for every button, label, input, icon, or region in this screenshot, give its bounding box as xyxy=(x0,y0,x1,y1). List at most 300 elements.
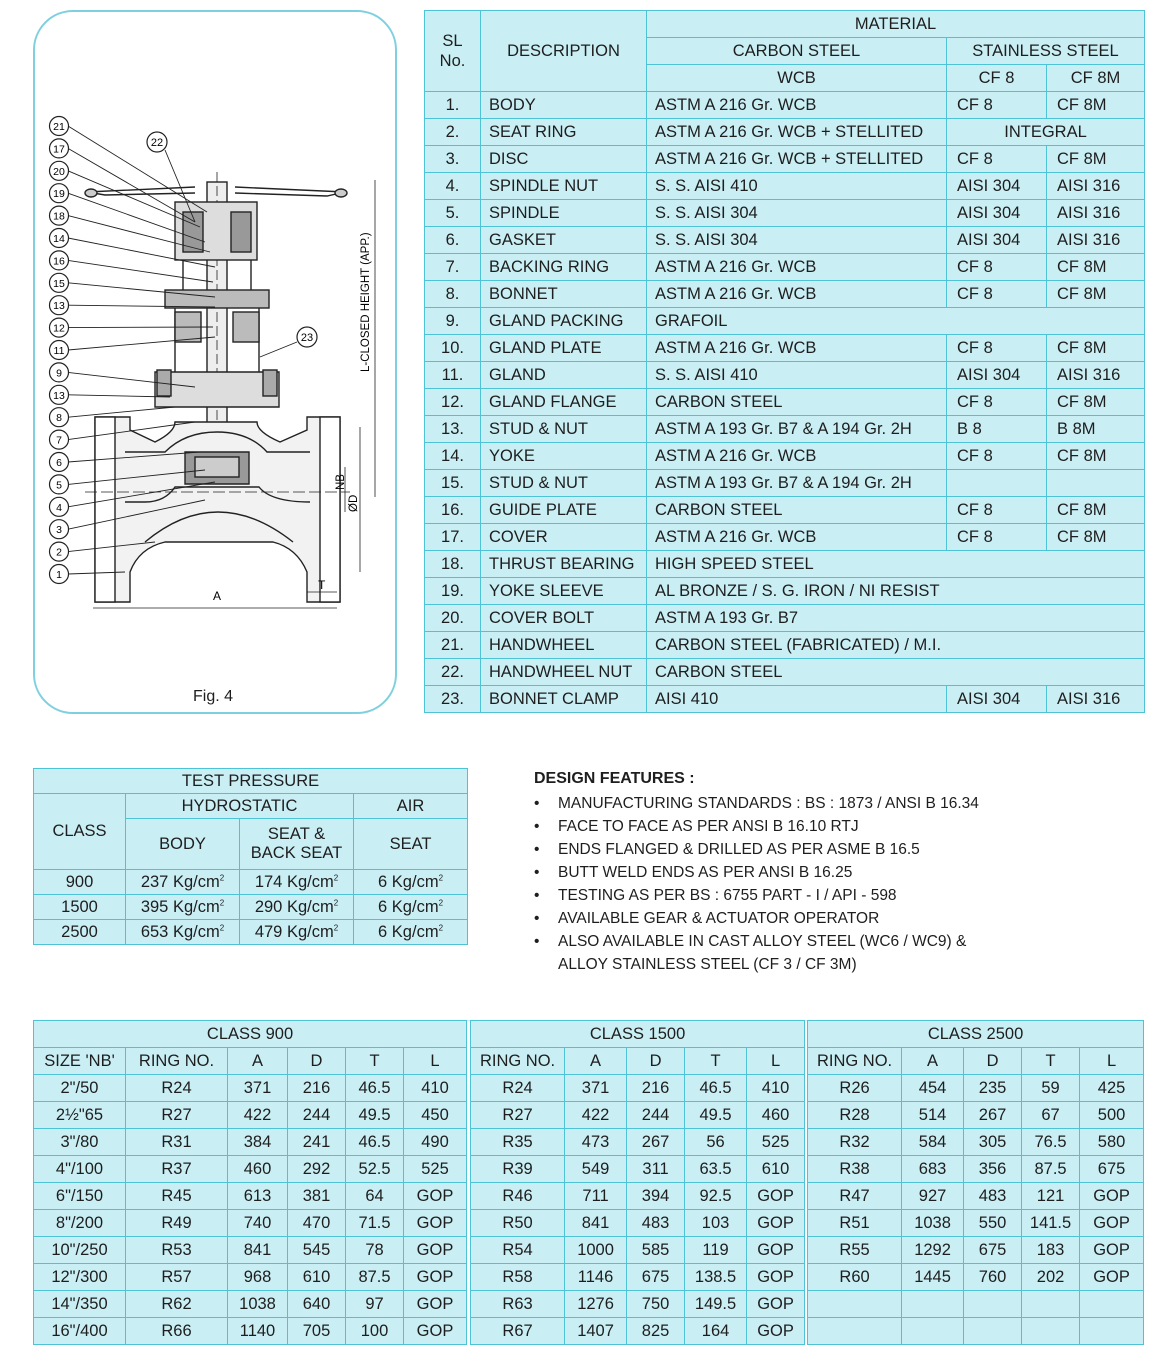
sz-c1500-cell: 483 xyxy=(627,1210,685,1237)
row-wcb: ASTM A 193 Gr. B7 & A 194 Gr. 2H xyxy=(647,470,947,497)
sz-c1500-cell: GOP xyxy=(747,1291,805,1318)
row-wcb: S. S. AISI 410 xyxy=(647,362,947,389)
sz-c900-cell: R62 xyxy=(126,1291,228,1318)
row-sl: 21. xyxy=(425,632,481,659)
sz-c1500-cell: 56 xyxy=(685,1129,747,1156)
sz-c900-cell: GOP xyxy=(404,1210,467,1237)
sz-c1500-cell: 46.5 xyxy=(685,1075,747,1102)
tp-row xyxy=(34,870,468,895)
sz-size: 14"/350 xyxy=(34,1291,126,1318)
row-sl: 1. xyxy=(425,92,481,119)
header-carbon-steel: CARBON STEEL xyxy=(647,38,947,65)
sz-c2500-cell: 202 xyxy=(1022,1264,1080,1291)
material-row xyxy=(425,308,1145,335)
sz-c2500-cell: 1445 xyxy=(902,1264,964,1291)
dim-nb: NB xyxy=(335,474,347,490)
row-cf8m: AISI 316 xyxy=(1047,686,1145,713)
row-description: GLAND xyxy=(481,362,647,389)
row-cf8m: CF 8M xyxy=(1047,335,1145,362)
row-description: GLAND PLATE xyxy=(481,335,647,362)
tp-air-header: AIR xyxy=(354,794,468,819)
callout-leader xyxy=(68,337,215,350)
callout-label: 3 xyxy=(56,524,62,537)
row-cf8m: CF 8M xyxy=(1047,254,1145,281)
sz-c900-cell: 71.5 xyxy=(346,1210,404,1237)
row-wcb: ASTM A 216 Gr. WCB + STELLITED xyxy=(647,119,947,146)
row-wcb: ASTM A 216 Gr. WCB + STELLITED xyxy=(647,146,947,173)
callout-label: 2 xyxy=(56,546,62,559)
sz-c1500-cell: 244 xyxy=(627,1102,685,1129)
row-cf8m: B 8M xyxy=(1047,416,1145,443)
design-features-continuation: ALLOY STAINLESS STEEL (CF 3 / CF 3M) xyxy=(558,956,857,973)
callout-label: 18 xyxy=(53,210,65,223)
sz-c900-cell: 384 xyxy=(228,1129,288,1156)
row-cf8: AISI 304 xyxy=(947,686,1047,713)
sz-c1500-cell: 1407 xyxy=(565,1318,627,1345)
size-row xyxy=(34,1183,1144,1210)
row-cf8: CF 8 xyxy=(947,335,1047,362)
size-row xyxy=(34,1264,1144,1291)
row-cf8m: AISI 316 xyxy=(1047,227,1145,254)
row-cf8m: CF 8M xyxy=(1047,389,1145,416)
sz-c2500-cell xyxy=(964,1318,1022,1345)
tp-seat-back-header: SEAT & BACK SEAT xyxy=(240,819,354,870)
sz-c1500-cell: 422 xyxy=(565,1102,627,1129)
sz-a-header: A xyxy=(902,1048,964,1075)
sz-c900-cell: 450 xyxy=(404,1102,467,1129)
sz-c2500-cell: 675 xyxy=(1080,1156,1144,1183)
size-row xyxy=(34,1129,1144,1156)
size-row xyxy=(34,1075,1144,1102)
row-description: THRUST BEARING xyxy=(481,551,647,578)
dim-d: ØD xyxy=(348,494,360,512)
sz-c1500-cell: 92.5 xyxy=(685,1183,747,1210)
sz-c1500-cell: 49.5 xyxy=(685,1102,747,1129)
row-cf8: CF 8 xyxy=(947,92,1047,119)
row-cf8 xyxy=(947,470,1047,497)
sz-c2500-cell xyxy=(808,1291,902,1318)
row-material-all: ASTM A 193 Gr. B7 xyxy=(647,605,1145,632)
design-feature-item: • AVAILABLE GEAR & ACTUATOR OPERATOR xyxy=(534,907,1134,930)
sz-c1500-cell: 841 xyxy=(565,1210,627,1237)
row-wcb: CARBON STEEL xyxy=(647,389,947,416)
sz-ring-header: RING NO. xyxy=(126,1048,228,1075)
sz-d-header: D xyxy=(288,1048,346,1075)
size-row xyxy=(34,1102,1144,1129)
tp-body: 653 $Kg/cm^2$ xyxy=(126,920,240,945)
sz-c2500-cell: 1038 xyxy=(902,1210,964,1237)
sz-c900-cell: GOP xyxy=(404,1237,467,1264)
sz-c2500-cell: 235 xyxy=(964,1075,1022,1102)
row-sl: 11. xyxy=(425,362,481,389)
sz-class2500-header: CLASS 2500 xyxy=(808,1021,1144,1048)
row-sl: 22. xyxy=(425,659,481,686)
sz-c900-cell: R53 xyxy=(126,1237,228,1264)
row-description: BODY xyxy=(481,92,647,119)
sz-size: 6"/150 xyxy=(34,1183,126,1210)
sz-c2500-cell: R38 xyxy=(808,1156,902,1183)
sz-c900-cell: 78 xyxy=(346,1237,404,1264)
sz-c900-cell: R24 xyxy=(126,1075,228,1102)
callout-label: 6 xyxy=(56,457,62,469)
callout-label: 1 xyxy=(56,569,62,581)
design-features-list xyxy=(534,792,1134,953)
row-sl: 15. xyxy=(425,470,481,497)
callout-label: 16 xyxy=(53,255,65,268)
material-row xyxy=(425,119,1145,146)
header-cf8m: CF 8M xyxy=(1047,65,1145,92)
tp-seat_back: 290 $Kg/cm^2$ xyxy=(240,895,354,920)
sz-c900-cell: R45 xyxy=(126,1183,228,1210)
sz-c900-cell: 740 xyxy=(228,1210,288,1237)
row-material-all: CARBON STEEL (FABRICATED) / M.I. xyxy=(647,632,1145,659)
design-feature-item: • TESTING AS PER BS : 6755 PART - I / API - 598 xyxy=(534,884,1134,907)
sz-c900-cell: 52.5 xyxy=(346,1156,404,1183)
size-row xyxy=(34,1237,1144,1264)
row-cf8: AISI 304 xyxy=(947,362,1047,389)
sz-c2500-cell xyxy=(1022,1318,1080,1345)
sz-c1500-cell: GOP xyxy=(747,1183,805,1210)
sz-c900-cell: 640 xyxy=(288,1291,346,1318)
sz-c1500-cell: 394 xyxy=(627,1183,685,1210)
tp-hydrostatic-header: HYDROSTATIC xyxy=(126,794,354,819)
sz-c2500-cell: 67 xyxy=(1022,1102,1080,1129)
sz-c2500-cell: GOP xyxy=(1080,1264,1144,1291)
sz-c1500-cell: 267 xyxy=(627,1129,685,1156)
sz-c2500-cell: 76.5 xyxy=(1022,1129,1080,1156)
row-material-all: HIGH SPEED STEEL xyxy=(647,551,1145,578)
sz-c2500-cell: 59 xyxy=(1022,1075,1080,1102)
sz-c1500-cell: 549 xyxy=(565,1156,627,1183)
sz-c2500-cell: 580 xyxy=(1080,1129,1144,1156)
row-description: GASKET xyxy=(481,227,647,254)
material-row xyxy=(425,173,1145,200)
sz-size: 8"/200 xyxy=(34,1210,126,1237)
sz-c2500-cell xyxy=(1022,1291,1080,1318)
design-features xyxy=(534,770,1134,976)
sz-c1500-cell: R46 xyxy=(471,1183,565,1210)
material-row xyxy=(425,578,1145,605)
sz-c1500-cell: R58 xyxy=(471,1264,565,1291)
sz-c2500-cell: 356 xyxy=(964,1156,1022,1183)
sz-c1500-cell: 410 xyxy=(747,1075,805,1102)
sz-c900-cell: 381 xyxy=(288,1183,346,1210)
row-cf8: CF 8 xyxy=(947,497,1047,524)
design-features-title: DESIGN FEATURES : xyxy=(534,770,695,787)
material-row xyxy=(425,686,1145,713)
row-sl: 9. xyxy=(425,308,481,335)
sz-c1500-cell: 216 xyxy=(627,1075,685,1102)
sz-c2500-cell xyxy=(1080,1318,1144,1345)
design-feature-item: • MANUFACTURING STANDARDS : BS : 1873 / ANSI B 16.34 xyxy=(534,792,1134,815)
sz-ring-header: RING NO. xyxy=(808,1048,902,1075)
material-row xyxy=(425,497,1145,524)
row-description: YOKE xyxy=(481,443,647,470)
row-cf8m: CF 8M xyxy=(1047,524,1145,551)
sz-c900-cell: 545 xyxy=(288,1237,346,1264)
sz-c900-cell: 1140 xyxy=(228,1318,288,1345)
callout-label: 20 xyxy=(53,165,65,178)
sz-c1500-cell: 525 xyxy=(747,1129,805,1156)
design-feature-item: • ALSO AVAILABLE IN CAST ALLOY STEEL (WC6 / WC9) & xyxy=(534,930,1134,953)
sz-c900-cell: 968 xyxy=(228,1264,288,1291)
row-wcb: S. S. AISI 304 xyxy=(647,200,947,227)
callout-leader xyxy=(68,126,207,212)
sz-c1500-cell: 1000 xyxy=(565,1237,627,1264)
sz-c900-cell: R37 xyxy=(126,1156,228,1183)
sz-c2500-cell: 141.5 xyxy=(1022,1210,1080,1237)
material-row xyxy=(425,92,1145,119)
sz-c900-cell: R27 xyxy=(126,1102,228,1129)
material-row xyxy=(425,551,1145,578)
tp-body: 395 $Kg/cm^2$ xyxy=(126,895,240,920)
row-cf8: AISI 304 xyxy=(947,227,1047,254)
sz-c900-cell: 87.5 xyxy=(346,1264,404,1291)
tp-row xyxy=(34,895,468,920)
row-cf8: CF 8 xyxy=(947,389,1047,416)
callout-leader xyxy=(68,327,213,328)
row-material-all: AL BRONZE / S. G. IRON / NI RESIST xyxy=(647,578,1145,605)
sz-c900-cell: 64 xyxy=(346,1183,404,1210)
row-stainless: INTEGRAL xyxy=(947,119,1145,146)
callout-label: 15 xyxy=(53,277,65,290)
sz-c1500-cell: 460 xyxy=(747,1102,805,1129)
sz-l-header: L xyxy=(1080,1048,1144,1075)
row-cf8: CF 8 xyxy=(947,146,1047,173)
row-wcb: S. S. AISI 410 xyxy=(647,173,947,200)
sz-c1500-cell: 1146 xyxy=(565,1264,627,1291)
sz-c1500-cell: GOP xyxy=(747,1237,805,1264)
sz-size: 2½"65 xyxy=(34,1102,126,1129)
sz-c900-cell: 460 xyxy=(228,1156,288,1183)
row-description: GLAND FLANGE xyxy=(481,389,647,416)
size-row xyxy=(34,1156,1144,1183)
callout-label: 12 xyxy=(53,322,65,335)
sz-c2500-cell: 550 xyxy=(964,1210,1022,1237)
size-row xyxy=(34,1210,1144,1237)
tp-class: 900 xyxy=(34,870,126,895)
row-cf8: AISI 304 xyxy=(947,173,1047,200)
sz-c900-cell: GOP xyxy=(404,1183,467,1210)
material-row xyxy=(425,200,1145,227)
sz-c1500-cell: 473 xyxy=(565,1129,627,1156)
callout-label: 5 xyxy=(56,479,62,492)
sz-c900-cell: 292 xyxy=(288,1156,346,1183)
tp-seat-header: SEAT xyxy=(354,819,468,870)
sz-c900-cell: 46.5 xyxy=(346,1075,404,1102)
row-sl: 4. xyxy=(425,173,481,200)
row-sl: 10. xyxy=(425,335,481,362)
sz-c2500-cell: 305 xyxy=(964,1129,1022,1156)
header-cf8: CF 8 xyxy=(947,65,1047,92)
row-sl: 2. xyxy=(425,119,481,146)
material-row xyxy=(425,524,1145,551)
sz-l-header: L xyxy=(404,1048,467,1075)
row-cf8m: CF 8M xyxy=(1047,146,1145,173)
sz-c1500-cell: 585 xyxy=(627,1237,685,1264)
callout-label: 8 xyxy=(56,412,62,425)
sz-c2500-cell: 483 xyxy=(964,1183,1022,1210)
sz-c2500-cell: 584 xyxy=(902,1129,964,1156)
sz-c2500-cell: R47 xyxy=(808,1183,902,1210)
sz-c2500-cell xyxy=(808,1318,902,1345)
callout-23: 23 xyxy=(300,332,314,344)
sz-c1500-cell: 675 xyxy=(627,1264,685,1291)
row-cf8m: AISI 316 xyxy=(1047,200,1145,227)
sz-c1500-cell: 63.5 xyxy=(685,1156,747,1183)
sz-c900-cell: 410 xyxy=(404,1075,467,1102)
tp-class: 2500 xyxy=(34,920,126,945)
sz-c2500-cell: R28 xyxy=(808,1102,902,1129)
sz-l-header: L xyxy=(747,1048,805,1075)
tp-row xyxy=(34,920,468,945)
tp-class-header: CLASS xyxy=(34,794,126,870)
sz-c900-cell: 422 xyxy=(228,1102,288,1129)
row-cf8: CF 8 xyxy=(947,443,1047,470)
row-cf8: CF 8 xyxy=(947,254,1047,281)
callout-leader xyxy=(68,407,175,417)
sz-c900-cell: 97 xyxy=(346,1291,404,1318)
row-sl: 23. xyxy=(425,686,481,713)
callout-leader xyxy=(68,171,200,227)
row-cf8m xyxy=(1047,470,1145,497)
sz-c2500-cell: GOP xyxy=(1080,1210,1144,1237)
dim-t: T xyxy=(318,578,326,592)
material-row xyxy=(425,470,1145,497)
row-cf8m: CF 8M xyxy=(1047,497,1145,524)
dim-closed-height: L-CLOSED HEIGHT (APP.) xyxy=(360,232,372,372)
callout-label: 17 xyxy=(53,143,65,156)
callout-label: 13 xyxy=(53,300,65,313)
tp-body-header: BODY xyxy=(126,819,240,870)
row-cf8m: AISI 316 xyxy=(1047,173,1145,200)
sz-c2500-cell: 183 xyxy=(1022,1237,1080,1264)
row-cf8: CF 8 xyxy=(947,281,1047,308)
sz-size-header: SIZE 'NB' xyxy=(34,1048,126,1075)
sz-c2500-cell xyxy=(964,1291,1022,1318)
callout-label: 21 xyxy=(53,121,65,133)
sz-a-header: A xyxy=(228,1048,288,1075)
row-wcb: ASTM A 216 Gr. WCB xyxy=(647,254,947,281)
header-sl: SL No. xyxy=(425,11,481,92)
sz-c2500-cell: R55 xyxy=(808,1237,902,1264)
sz-d-header: D xyxy=(627,1048,685,1075)
row-description: HANDWHEEL NUT xyxy=(481,659,647,686)
sz-c1500-cell: R67 xyxy=(471,1318,565,1345)
sz-c1500-cell: R54 xyxy=(471,1237,565,1264)
row-cf8m: CF 8M xyxy=(1047,281,1145,308)
sz-c1500-cell: 119 xyxy=(685,1237,747,1264)
sz-c1500-cell: R24 xyxy=(471,1075,565,1102)
sz-c1500-cell: 711 xyxy=(565,1183,627,1210)
callout-label: 19 xyxy=(53,188,65,201)
row-wcb: ASTM A 216 Gr. WCB xyxy=(647,443,947,470)
sz-c900-cell: 470 xyxy=(288,1210,346,1237)
size-row xyxy=(34,1291,1144,1318)
sz-c1500-cell: R35 xyxy=(471,1129,565,1156)
row-wcb: ASTM A 193 Gr. B7 & A 194 Gr. 2H xyxy=(647,416,947,443)
sz-c2500-cell: GOP xyxy=(1080,1183,1144,1210)
sz-d-header: D xyxy=(964,1048,1022,1075)
row-wcb: AISI 410 xyxy=(647,686,947,713)
sz-c1500-cell: 103 xyxy=(685,1210,747,1237)
tp-seat_back: 479 $Kg/cm^2$ xyxy=(240,920,354,945)
row-cf8m: CF 8M xyxy=(1047,443,1145,470)
design-feature-item: • BUTT WELD ENDS AS PER ANSI B 16.25 xyxy=(534,861,1134,884)
sz-c2500-cell xyxy=(902,1318,964,1345)
material-row xyxy=(425,632,1145,659)
callout-label: 9 xyxy=(56,367,62,380)
tp-seat: 6 $Kg/cm^2$ xyxy=(354,895,468,920)
sz-c900-cell: R49 xyxy=(126,1210,228,1237)
header-wcb: WCB xyxy=(647,65,947,92)
sz-c1500-cell: 371 xyxy=(565,1075,627,1102)
header-stainless-steel: STAINLESS STEEL xyxy=(947,38,1145,65)
row-sl: 18. xyxy=(425,551,481,578)
valve-figure-panel xyxy=(33,10,397,714)
material-row xyxy=(425,335,1145,362)
sz-c2500-cell xyxy=(1080,1291,1144,1318)
tp-seat_back: 174 $Kg/cm^2$ xyxy=(240,870,354,895)
sz-c2500-cell: 121 xyxy=(1022,1183,1080,1210)
sz-c1500-cell: GOP xyxy=(747,1264,805,1291)
callout-label: 4 xyxy=(56,501,62,514)
sz-a-header: A xyxy=(565,1048,627,1075)
sz-c2500-cell: GOP xyxy=(1080,1237,1144,1264)
row-description: SPINDLE xyxy=(481,200,647,227)
sz-c2500-cell: 267 xyxy=(964,1102,1022,1129)
sz-ring-header: RING NO. xyxy=(471,1048,565,1075)
sz-c2500-cell: 454 xyxy=(902,1075,964,1102)
material-table xyxy=(424,10,1145,713)
row-description: STUD & NUT xyxy=(481,470,647,497)
sz-class1500-header: CLASS 1500 xyxy=(471,1021,805,1048)
sz-c900-cell: 841 xyxy=(228,1237,288,1264)
material-row xyxy=(425,146,1145,173)
header-description: DESCRIPTION xyxy=(481,11,647,92)
callout-22: 22 xyxy=(150,137,164,149)
row-wcb: ASTM A 216 Gr. WCB xyxy=(647,92,947,119)
row-description: GUIDE PLATE xyxy=(481,497,647,524)
sz-size: 10"/250 xyxy=(34,1237,126,1264)
material-row xyxy=(425,362,1145,389)
row-wcb: ASTM A 216 Gr. WCB xyxy=(647,281,947,308)
sz-c900-cell: R66 xyxy=(126,1318,228,1345)
sz-c1500-cell: 149.5 xyxy=(685,1291,747,1318)
sz-c1500-cell: R39 xyxy=(471,1156,565,1183)
sz-c2500-cell: 683 xyxy=(902,1156,964,1183)
sz-c900-cell: 610 xyxy=(288,1264,346,1291)
sz-c1500-cell: GOP xyxy=(747,1318,805,1345)
sz-size: 3"/80 xyxy=(34,1129,126,1156)
row-sl: 6. xyxy=(425,227,481,254)
sz-t-header: T xyxy=(1022,1048,1080,1075)
row-sl: 16. xyxy=(425,497,481,524)
sz-c2500-cell: 927 xyxy=(902,1183,964,1210)
sz-c1500-cell: 138.5 xyxy=(685,1264,747,1291)
sz-size: 2"/50 xyxy=(34,1075,126,1102)
row-cf8m: CF 8M xyxy=(1047,92,1145,119)
row-wcb: CARBON STEEL xyxy=(647,497,947,524)
row-description: BACKING RING xyxy=(481,254,647,281)
sz-c900-cell: 241 xyxy=(288,1129,346,1156)
sz-c2500-cell: R60 xyxy=(808,1264,902,1291)
tp-body: 237 $Kg/cm^2$ xyxy=(126,870,240,895)
sz-c1500-cell: 164 xyxy=(685,1318,747,1345)
sz-c2500-cell: R26 xyxy=(808,1075,902,1102)
sz-c1500-cell: 1276 xyxy=(565,1291,627,1318)
sz-c2500-cell: R51 xyxy=(808,1210,902,1237)
